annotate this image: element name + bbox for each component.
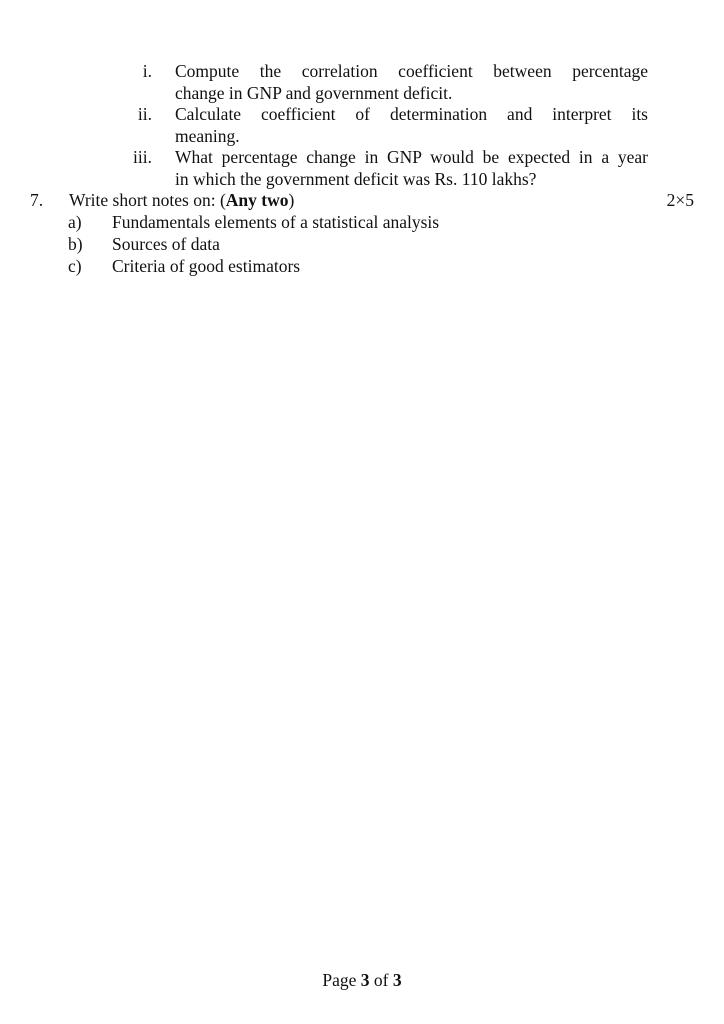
subquestion-number: i. (142, 61, 152, 81)
subquestion-text (175, 60, 648, 104)
option-text: Fundamentals elements of a statistical analysis (112, 212, 440, 232)
subquestion-ii (122, 103, 648, 147)
subquestion-line: meaning. (175, 126, 240, 146)
question-text-prefix: Write short notes on: ( (69, 190, 226, 210)
subquestion-i (122, 60, 648, 104)
footer-prefix: Page (322, 970, 361, 990)
option-letter: c) (68, 256, 82, 276)
option-letter: a) (68, 212, 82, 232)
subquestion-line: Compute the correlation coefficient between percentage (175, 61, 648, 81)
question-text (69, 189, 294, 211)
question-text-bold: Any two (225, 190, 289, 210)
subquestion-text (175, 146, 648, 190)
option-text: Sources of data (112, 234, 220, 254)
footer-middle: of (369, 970, 393, 990)
footer-current-page: 3 (360, 970, 370, 990)
footer-total-pages: 3 (392, 970, 402, 990)
page-footer (0, 969, 724, 991)
subquestion-line: Calculate coefficient of determination and interpret its (175, 104, 648, 124)
subquestion-line: in which the government deficit was Rs. 110 lakhs? (175, 169, 537, 189)
option-letter: b) (68, 234, 83, 254)
subquestion-iii (122, 146, 648, 190)
subquestion-line: What percentage change in GNP would be expected in a year (175, 147, 648, 167)
question-marks: 2×5 (666, 190, 694, 210)
subquestion-number: ii. (137, 104, 152, 124)
option-text: Criteria of good estimators (112, 256, 301, 276)
subquestion-text (175, 103, 648, 147)
question-7 (30, 189, 700, 211)
question-text-suffix: ) (288, 190, 295, 210)
subquestion-number: iii. (133, 147, 152, 167)
subquestion-line: change in GNP and government deficit. (175, 83, 453, 103)
question-number: 7. (30, 190, 44, 210)
